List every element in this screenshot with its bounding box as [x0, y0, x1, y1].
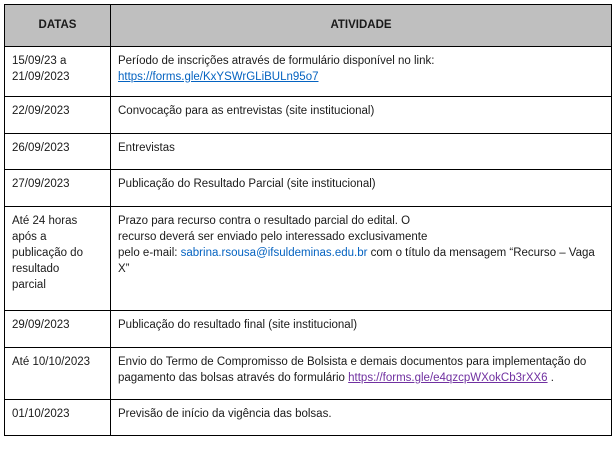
table-row [5, 207, 612, 311]
activity-cell: Convocação para as entrevistas (site institucional) [111, 97, 612, 134]
activity-cell [111, 348, 612, 400]
table-row [5, 134, 612, 170]
activity-line-2: recurso deverá ser enviado pelo interessado exclusivamente [118, 231, 428, 243]
activity-cell: Previsão de início da vigência das bolsas. [111, 400, 612, 436]
date-cell: 01/10/2023 [5, 400, 111, 436]
email-suffix: com o título da mensagem “Recurso – Vaga X” [118, 247, 595, 275]
date-cell: 27/09/2023 [5, 170, 111, 207]
table-header [5, 5, 612, 47]
schedule-table [4, 4, 612, 436]
activity-cell: Publicação do Resultado Parcial (site institucional) [111, 170, 612, 207]
commitment-form-link[interactable]: https://forms.gle/e4qzcpWXokCb3rXX6 [348, 372, 548, 384]
header-atividade: ATIVIDADE [111, 5, 612, 47]
activity-text: Período de inscrições através de formulário disponível no link: [118, 55, 435, 67]
table-body [5, 47, 612, 436]
table-row [5, 97, 612, 134]
activity-cell: Publicação do resultado final (site institucional) [111, 311, 612, 348]
activity-line-1: Prazo para recurso contra o resultado parcial do edital. O [118, 215, 411, 227]
date-cell: 29/09/2023 [5, 311, 111, 348]
date-cell: Até 10/10/2023 [5, 348, 111, 400]
date-cell: 22/09/2023 [5, 97, 111, 134]
table-row [5, 170, 612, 207]
header-row [5, 5, 612, 47]
date-cell: 15/09/23 a 21/09/2023 [5, 47, 111, 97]
date-cell: Até 24 horas após a publicação do resultado parcial [5, 207, 111, 311]
activity-text: Envio do Termo de Compromisso de Bolsista e demais documentos para implementação do pagamento das bolsas através do formulário [118, 356, 587, 384]
table-row [5, 348, 612, 400]
activity-suffix: . [547, 372, 554, 384]
contact-email-link[interactable]: sabrina.rsousa@ifsuldeminas.edu.br [180, 247, 368, 259]
registration-form-link[interactable]: https://forms.gle/KxYSWrGLiBULn95o7 [118, 71, 319, 83]
activity-cell [111, 47, 612, 97]
table-row [5, 47, 612, 97]
table-row [5, 311, 612, 348]
activity-cell: Entrevistas [111, 134, 612, 170]
header-datas: DATAS [5, 5, 111, 47]
date-cell: 26/09/2023 [5, 134, 111, 170]
email-prefix: pelo e-mail: [118, 247, 181, 259]
activity-cell [111, 207, 612, 311]
table-row [5, 400, 612, 436]
